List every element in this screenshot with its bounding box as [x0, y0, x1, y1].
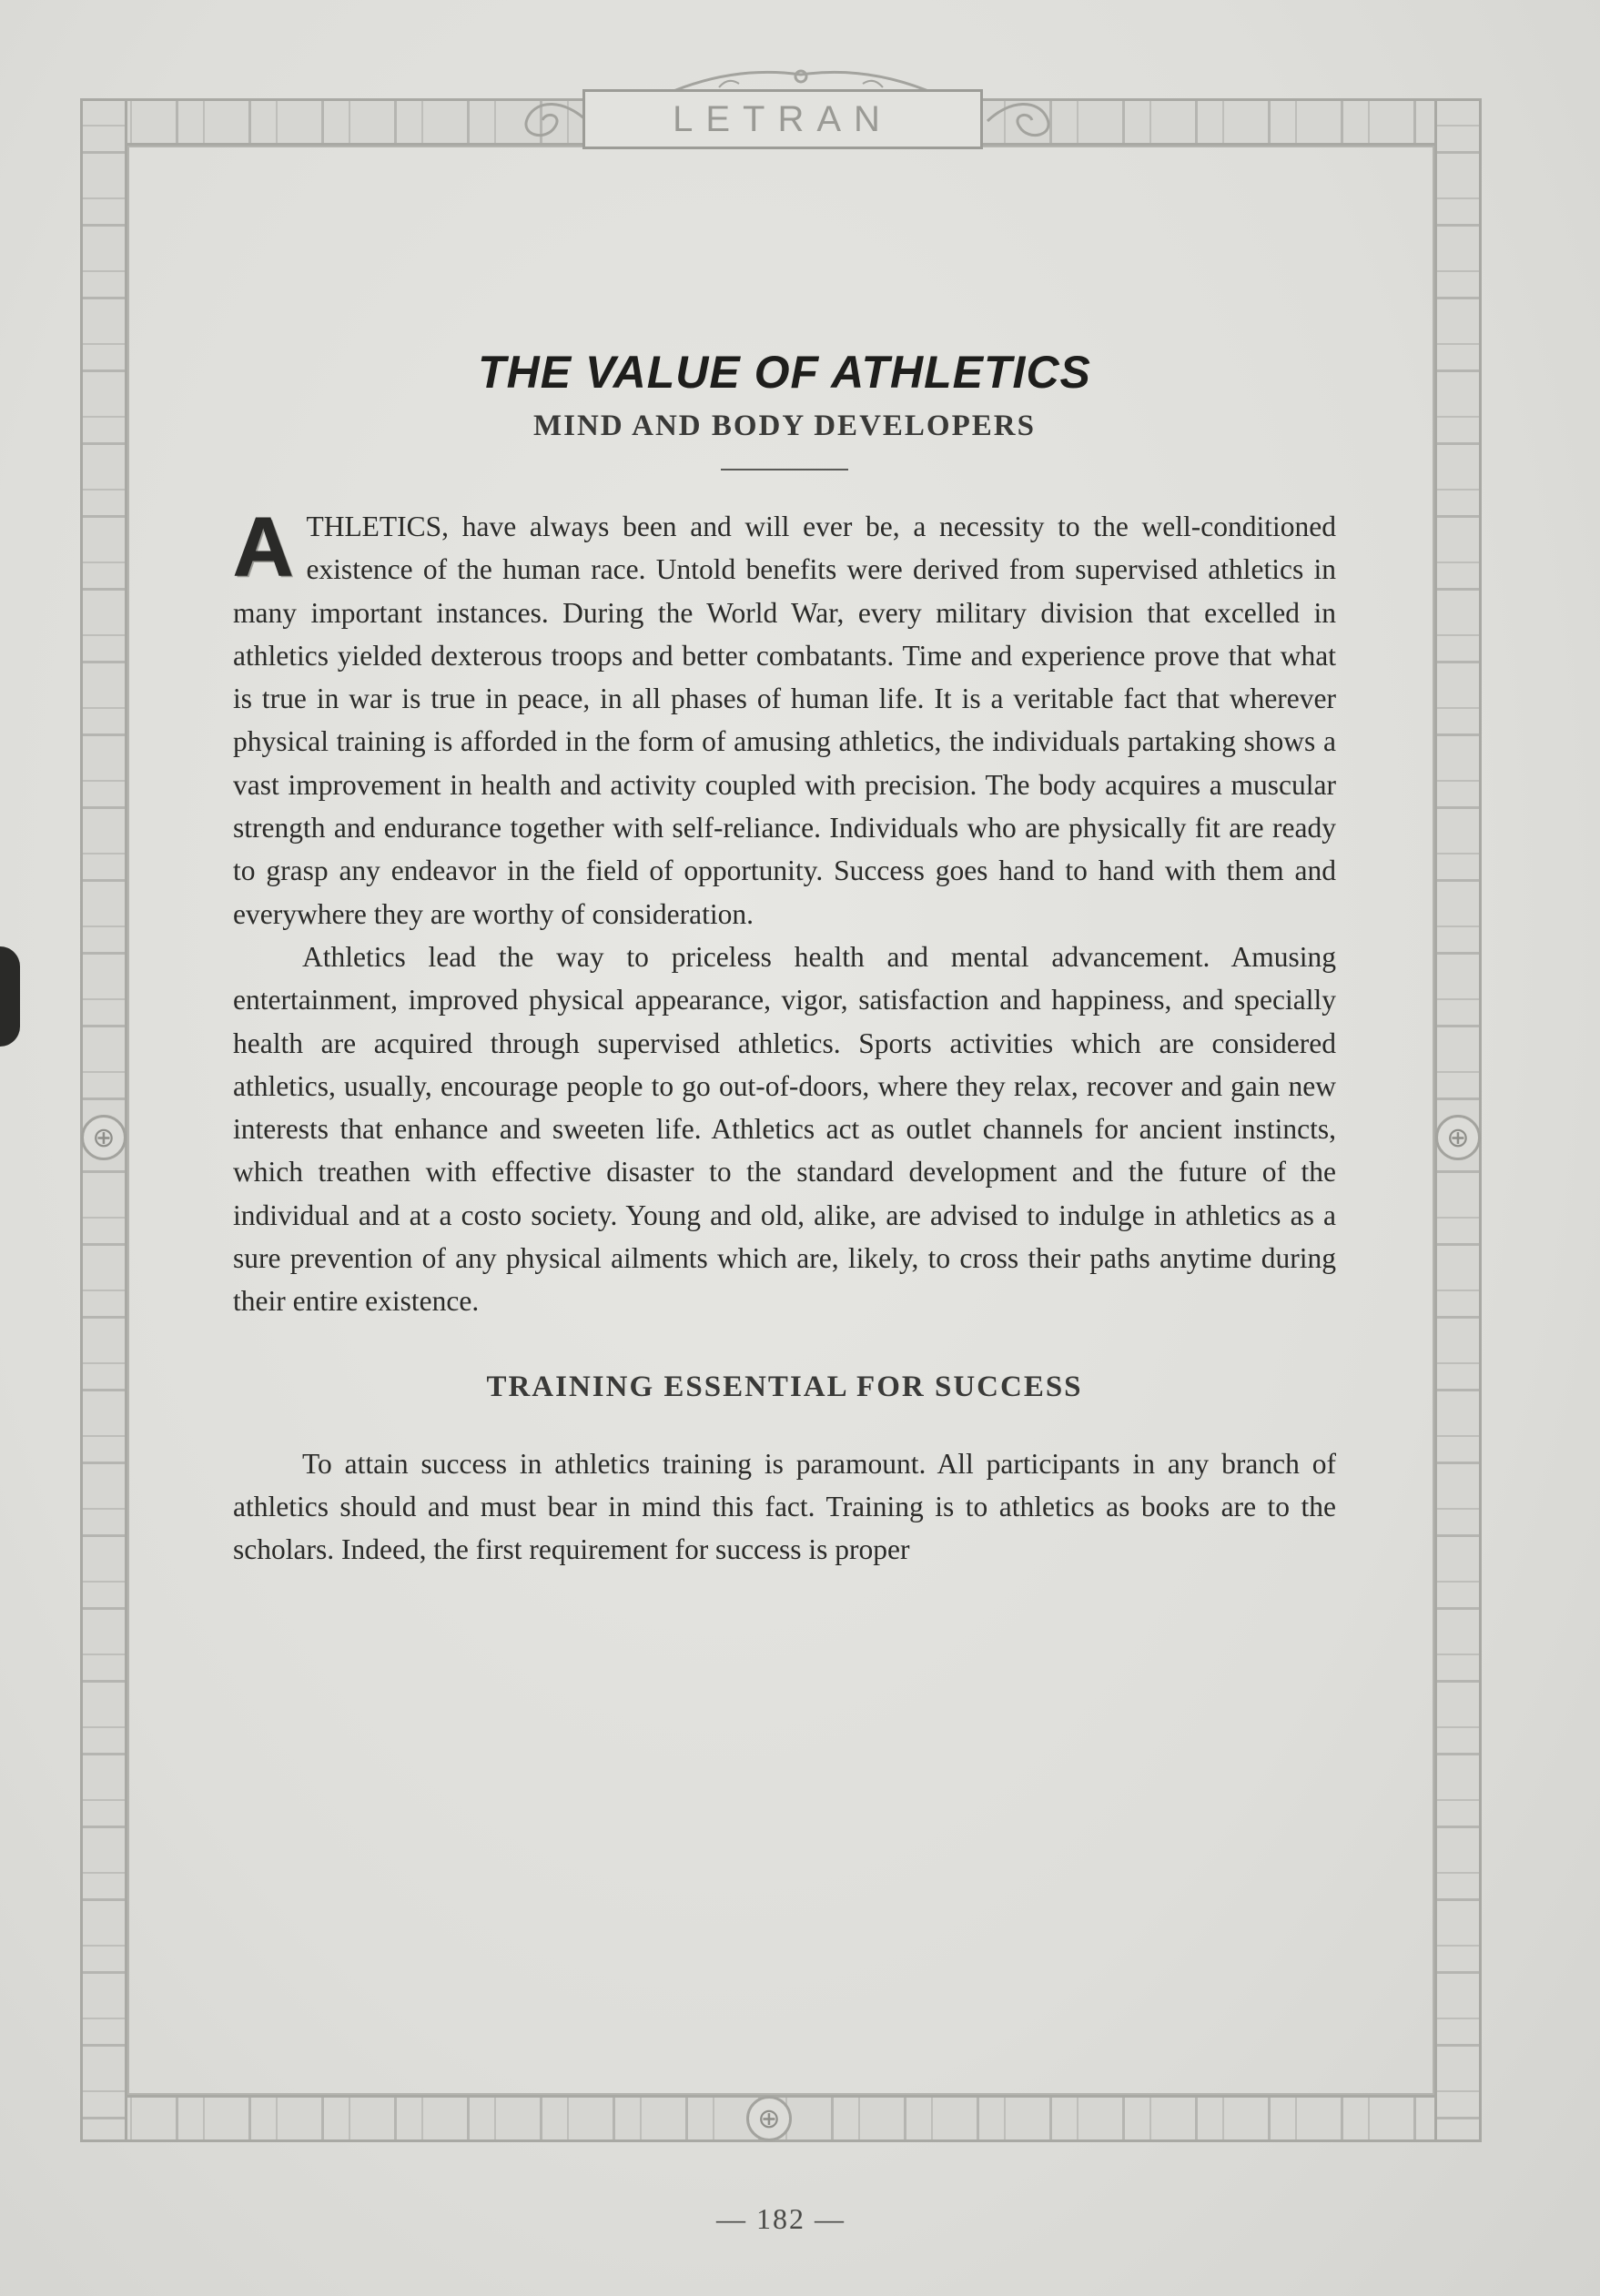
frame-header-box	[582, 89, 983, 149]
article-subtitle: MIND AND BODY DEVELOPERS	[533, 410, 1036, 442]
medallion-symbol: ⊕	[1446, 1121, 1470, 1154]
paragraph-3: To attain success in athletics training is paramount. All participants in any branch of athletics should and must bear in mind this fact. Training is to athletics as books are to the scholars. Indeed, the first requirement for success is proper	[233, 1447, 1336, 1566]
article-title: THE VALUE OF ATHLETICS	[478, 347, 1091, 398]
medallion-right-icon	[1435, 1115, 1481, 1160]
paragraph-2: Athletics lead the way to priceless health and mental advancement. Amusing entertainment, improved physical appearance, vigor, satisfaction and happiness, and specially health are acquired through supervised athletics. Sports activities which are considered athletics, usually, encourage people to go out-of-doors, where they relax, recover and gain new interests that enhance and sweeten life. Athletics act as outlet channels for ancient instincts, which treathen with effective disaster to the standard development and the future of the individual and at a costo society. Young and old, alike, are advised to indulge in athletics as a sure prevention of any physical ailments which are, likely, to cross their paths anytime during their entire existence.	[233, 940, 1336, 1318]
title-divider	[721, 469, 848, 470]
medallion-symbol: ⊕	[92, 1121, 116, 1154]
section-heading: TRAINING ESSENTIAL FOR SUCCESS	[486, 1370, 1083, 1403]
medallion-left-icon	[81, 1115, 127, 1160]
frame-header-title: LETRAN	[673, 98, 893, 139]
article	[233, 346, 1336, 1572]
paragraph-1	[233, 501, 1336, 936]
binding-mark	[0, 946, 20, 1047]
medallion-symbol: ⊕	[757, 2102, 781, 2135]
scroll-ornament-right-icon	[983, 95, 1065, 147]
scroll-ornament-left-icon	[510, 95, 592, 147]
medallion-bottom-icon	[746, 2096, 792, 2141]
page-number: — 182 —	[716, 2202, 846, 2235]
paragraph-1-text: THLETICS, have always been and will ever be, a necessity to the well-conditioned existence of the human race. Untold benefits were derived from supervised athletics in many important instances. During the World War, every military division that excelled in athletics yielded dexterous troops and better combatants. Time and experience prove that what is true in war is true in peace, in all phases of human life. It is a veritable fact that wherever physical training is afforded in the form of amusing athletics, the individuals partaking shows a vast improvement in health and activity coupled with precision. The body acquires a muscular strength and endurance together with self-reliance. Individuals who are physically fit are ready to grasp any endeavor in the field of opportunity. Success goes hand to hand with them and everywhere they are worthy of consideration.	[233, 511, 1336, 930]
drop-cap: A	[233, 501, 294, 593]
